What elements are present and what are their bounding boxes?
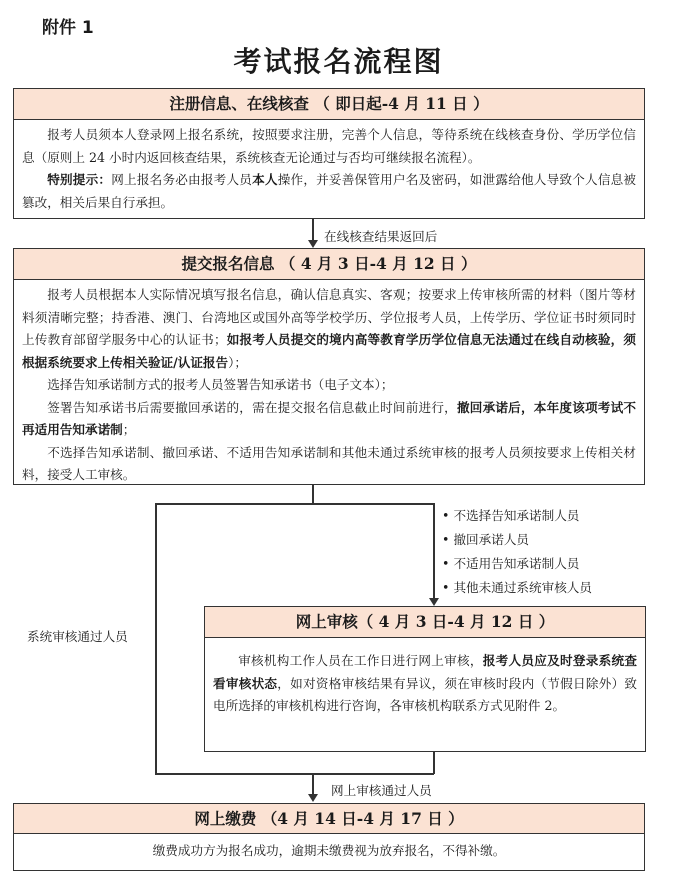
step-submit-title: 提交报名信息 （ 4 月 3 日-4 月 12 日 ） [14, 249, 644, 280]
arrow-1-line [312, 219, 314, 241]
right-path-down [433, 503, 435, 599]
step-submit-body [14, 280, 644, 487]
notice-text-a: 网上报名务必由报考人员 [111, 172, 253, 187]
split-crossbar [155, 503, 434, 505]
submit-text-1c: ）； [228, 354, 247, 370]
step-payment-title: 网上缴费 （4 月 14 日-4 月 17 日 ） [14, 804, 644, 834]
submit-text-3b: 撤回承诺后，本年度该项考试不再适用告知承诺制 [22, 399, 637, 437]
left-path-down [155, 503, 157, 774]
step-payment-body [14, 834, 644, 863]
arrow-3-label: 网上审核通过人员 [331, 783, 432, 798]
submit-text-3a: 签署告知承诺书后需要撤回承诺的，需在提交报名信息截止时间前进行， [47, 399, 457, 415]
arrow-1-label: 在线核查结果返回后 [324, 229, 438, 244]
step-submit-box [13, 248, 645, 485]
arrow-3-head [308, 794, 318, 802]
right-path-head [429, 598, 439, 606]
step-register-notice [22, 169, 636, 214]
notice-text-b: 本人 [252, 172, 278, 187]
step-register-box [13, 88, 645, 219]
submit-text-1b: 如报考人员提交的境内高等教育学历学位信息无法通过在线自动核验，须根据系统要求上传相关验证/认证报告 [22, 332, 637, 370]
submit-text-3c: ； [122, 422, 136, 437]
review-text-c: ，如对资格审核结果有异议，须在审核时段内（节假日除外）致电所选择的审核机构进行咨询，各审核机构联系方式见附件 2。 [213, 675, 638, 713]
right-path-item: • 不适用告知承诺制人员 [442, 552, 592, 576]
step-submit-text-4: 不选择告知承诺制、撤回承诺、不适用告知承诺制和其他未通过系统审核的报考人员须按要求上传相关材料，接受人工审核。 [22, 444, 636, 482]
right-path-list [442, 504, 592, 600]
step-submit-text-2: 选择告知承诺制方式的报考人员签署告知承诺书（电子文本）； [47, 377, 394, 392]
left-path-bottom [155, 773, 313, 775]
review-text-a: 审核机构工作人员在工作日进行网上审核， [238, 653, 483, 668]
page-title: 考试报名流程图 [233, 45, 444, 78]
attachment-label: 附件 1 [42, 18, 94, 38]
step-review-text [213, 650, 637, 718]
step-submit-text-1 [22, 284, 636, 374]
right-path-item: • 撤回承诺人员 [442, 528, 592, 552]
arrow-3-line [312, 773, 314, 795]
notice-text-c: 操作，并妥善保管用户名及密码，如泄露给他人导致个人信息被篡改，相关后果自行承担。 [22, 172, 637, 210]
step-register-title: 注册信息、在线核查 （ 即日起-4 月 11 日 ） [14, 89, 644, 120]
right-path-item: • 不选择告知承诺制人员 [442, 504, 592, 528]
step-payment-text: 缴费成功方为报名成功，逾期未缴费视为放弃报名，不得补缴。 [152, 843, 506, 858]
arrow-1-head [308, 240, 318, 248]
split-stem [312, 485, 314, 503]
step-register-body [14, 120, 644, 214]
notice-label: 特别提示： [47, 172, 112, 187]
step-payment-box [13, 803, 645, 871]
step-register-text: 报考人员须本人登录网上报名系统，按照要求注册，完善个人信息，等待系统在线核查身份、学历学位信息（原则上 24 小时内返回核查结果，系统核查无论通过与否均可继续报名流程）。 [22, 127, 636, 165]
submit-text-1a: 报考人员根据本人实际情况填写报名信息，确认信息真实、客观；按要求上传审核所需的材料（图片等材料须清晰完整；持香港、澳门、台湾地区或国外高等学校学历、学位报考人员，上传学历、学位证书时须同时上传教育部留学服务中心的认证书； [22, 287, 636, 347]
step-review-title: 网上审核（ 4 月 3 日-4 月 12 日 ） [205, 607, 645, 638]
right-path-item: • 其他未通过系统审核人员 [442, 576, 592, 600]
merge-line-right [312, 773, 434, 775]
step-submit-text-3 [22, 397, 636, 442]
left-path-label: 系统审核通过人员 [27, 629, 128, 644]
step-review-box [204, 606, 646, 752]
review-text-b: 报考人员应及时登录系统查看审核状态 [213, 653, 638, 691]
step-review-body [205, 638, 645, 718]
review-to-merge [433, 752, 435, 774]
